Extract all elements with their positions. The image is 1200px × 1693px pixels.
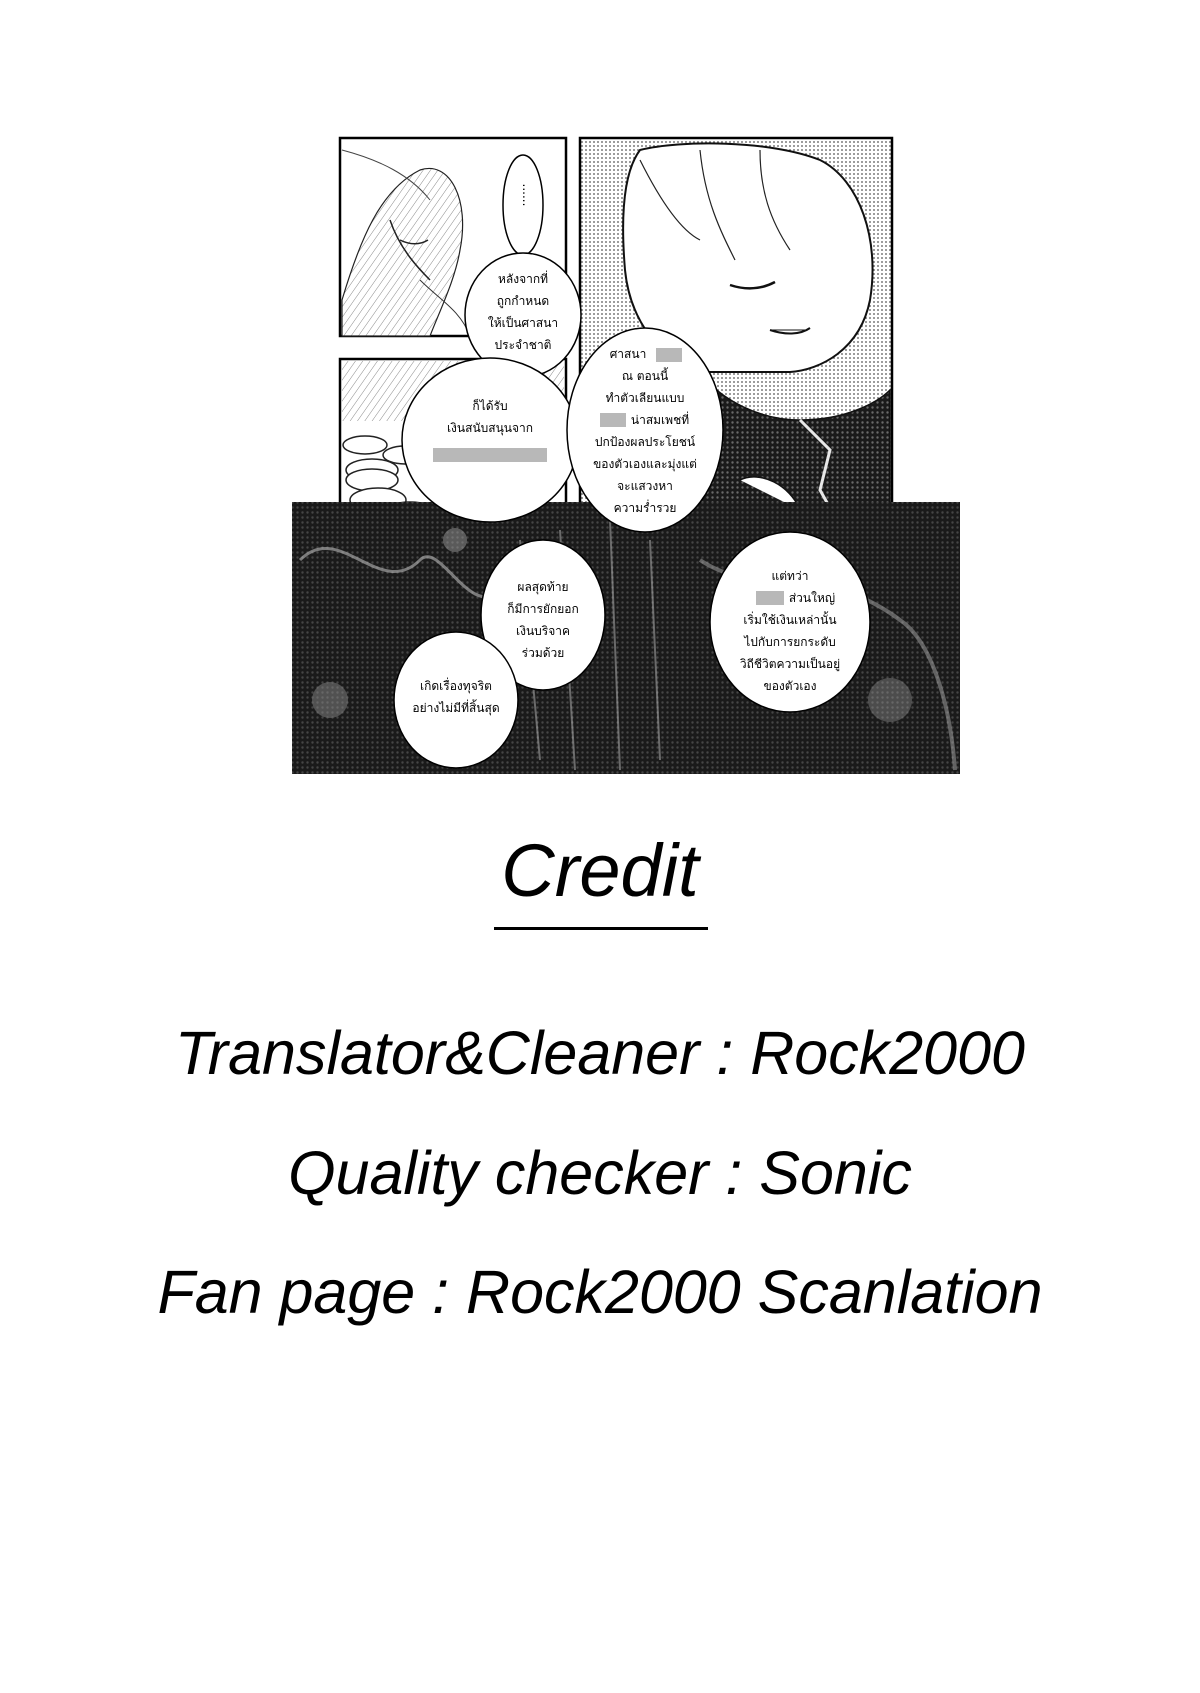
bubble-4-line-2: ณ ตอนนี้ [621, 369, 669, 383]
bubble-1-line-1: ...... [520, 183, 534, 207]
credit-quality-checker: Quality checker : Sonic [288, 1139, 912, 1207]
bubble-4-line-7: จะแสวงหา [617, 479, 673, 493]
speech-bubble-6 [394, 632, 518, 768]
speech-bubble-3 [402, 358, 578, 522]
credit-underline [494, 927, 708, 930]
credit-fan-page: Fan page : Rock2000 Scanlation [157, 1258, 1043, 1326]
bubble-6-line-2: อย่างไม่มีที่สิ้นสุด [412, 701, 500, 715]
bubble-4-line-1: ศาสนา [609, 347, 647, 361]
bubble-7-line-5: วิถีชีวิตความเป็นอยู่ [739, 657, 841, 671]
speech-bubble-4 [567, 328, 723, 532]
bubble-4-line-6: ของตัวเองและมุ่งแต่ [593, 457, 697, 471]
bubble-2-line-4: ประจำชาติ [494, 338, 552, 352]
bubble-7-line-4: ไปกับการยกระดับ [744, 635, 836, 649]
bubble-4-line-8: ความร่ำรวย [613, 501, 677, 515]
bubble-3-line-2: เงินสนับสนุนจาก [446, 421, 534, 435]
bubble-7-line-3: เริ่มใช้เงินเหล่านั้น [743, 613, 837, 627]
bubble-7-line-2: ส่วนใหญ่ [788, 591, 836, 605]
bubble-5-line-2: ก็มีการยักยอก [507, 602, 579, 616]
censor-bar [600, 413, 626, 427]
bubble-4-line-3: ทำตัวเลียนแบบ [605, 391, 685, 405]
bubble-4-line-5: ปกป้องผลประโยชน์ [594, 435, 696, 449]
bubble-6-line-1: เกิดเรื่องทุจริต [420, 679, 492, 693]
censor-bar [433, 448, 547, 462]
speech-bubble-7 [710, 532, 870, 712]
bubble-2-line-3: ให้เป็นศาสนา [487, 316, 559, 330]
censor-bar [656, 348, 682, 362]
bubble-7-line-1: แต่ทว่า [771, 569, 809, 583]
credit-translator: Translator&Cleaner : Rock2000 [175, 1019, 1025, 1087]
bubble-5-line-3: เงินบริจาค [515, 624, 571, 638]
bubble-2-line-2: ถูกกำหนด [496, 294, 550, 308]
credit-heading: Credit [501, 829, 699, 912]
censor-bar [756, 591, 784, 605]
bubble-2-line-1: หลังจากที่ [497, 272, 549, 286]
bubble-5-line-1: ผลสุดท้าย [517, 580, 569, 594]
bubble-3-line-1: ก็ได้รับ [472, 399, 508, 413]
bubble-7-line-6: ของตัวเอง [763, 679, 817, 693]
bubble-5-line-4: ร่วมด้วย [521, 646, 565, 660]
speech-bubble-1 [503, 155, 543, 255]
bubble-4-line-4: น่าสมเพชที่ [630, 413, 690, 427]
